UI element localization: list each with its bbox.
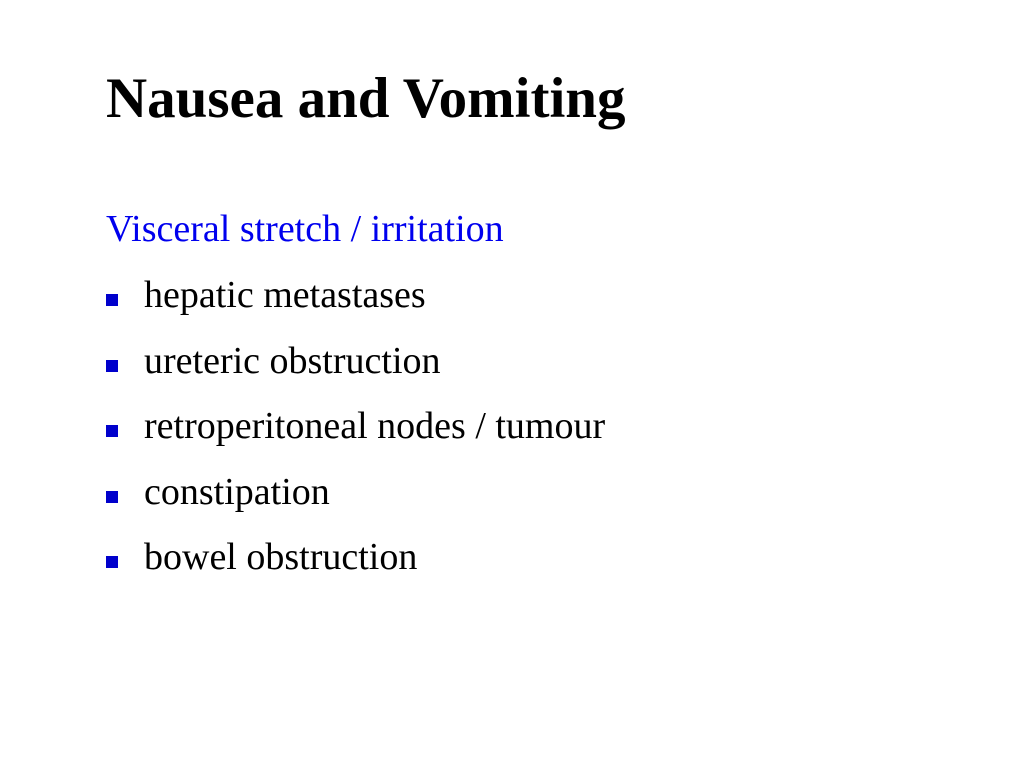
square-bullet-icon [106, 360, 118, 372]
list-item-label: hepatic metastases [144, 274, 426, 317]
list-item-label: retroperitoneal nodes / tumour [144, 405, 606, 448]
square-bullet-icon [106, 425, 118, 437]
list-item-label: ureteric obstruction [144, 339, 441, 382]
square-bullet-icon [106, 294, 118, 306]
list-item [106, 273, 605, 319]
square-bullet-icon [106, 556, 118, 568]
list-item-label: constipation [144, 470, 330, 513]
list-item [106, 339, 605, 385]
square-bullet-icon [106, 491, 118, 503]
list-item [106, 535, 605, 581]
list-item [106, 470, 605, 516]
bullet-list [106, 273, 605, 601]
subheading: Visceral stretch / irritation [106, 208, 504, 250]
list-item-label: bowel obstruction [144, 536, 418, 579]
slide-title: Nausea and Vomiting [106, 67, 626, 130]
list-item [106, 404, 605, 450]
